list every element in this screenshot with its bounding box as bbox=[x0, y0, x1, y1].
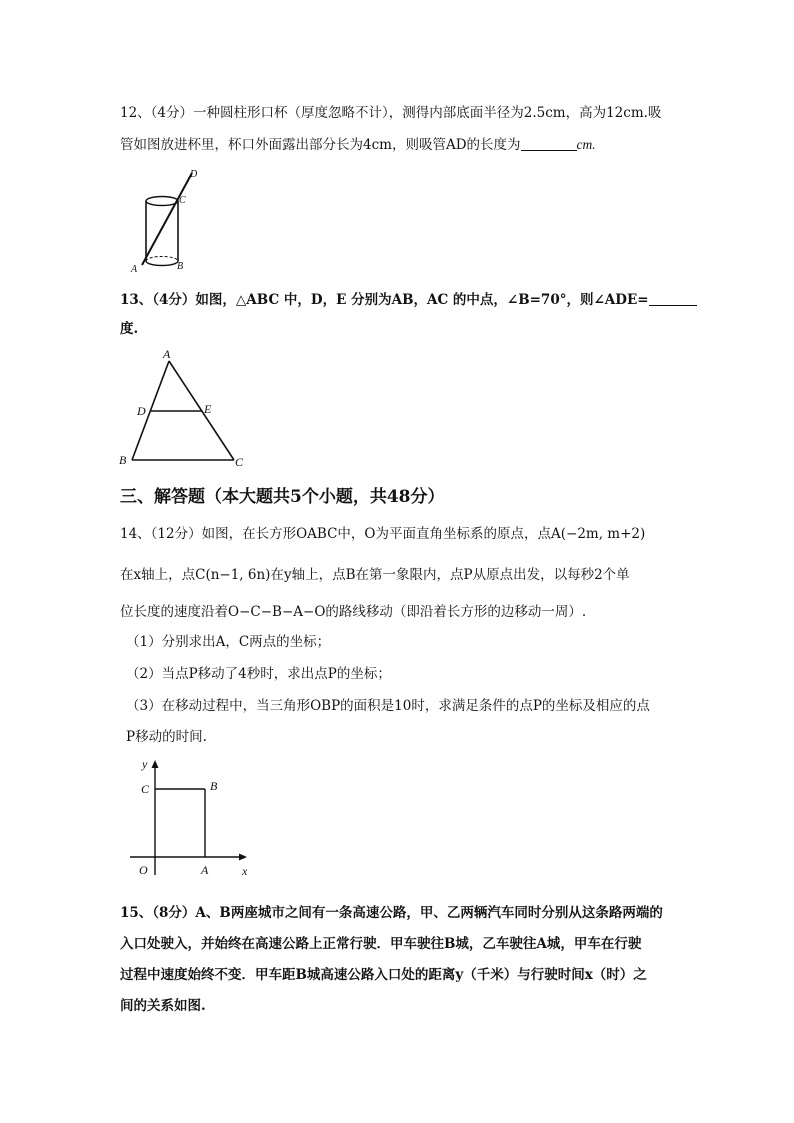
q13-line2: 度. bbox=[120, 321, 139, 337]
q12-label-a: A bbox=[131, 264, 138, 275]
q12-line2-text: 管如图放进杯里，杯口外面露出部分长为4cm，则吸管AD的长度为 bbox=[120, 137, 521, 153]
q14-subquestion-2: （2）当点P移动了4秒时，求出点P的坐标； bbox=[126, 666, 391, 682]
q12-line1: 12、（4分）一种圆柱形口杯（厚度忽略不计），测得内部底面半径为2.5cm，高为12cm.吸 bbox=[120, 105, 662, 121]
section-three-heading: 三、解答题（本大题共5个小题，共48分） bbox=[120, 487, 445, 507]
q15-line1: 15、（8分）A、B两座城市之间有一条高速公路，甲、乙两辆汽车同时分别从这条路两端的 bbox=[120, 905, 663, 921]
q12-line2-unit: cm. bbox=[576, 137, 596, 152]
cylinder-bottom-front bbox=[146, 261, 178, 266]
q14-subquestion-3-cont: P移动的时间. bbox=[126, 729, 207, 745]
q13-label-e: E bbox=[204, 402, 212, 416]
q14-subquestion-3: （3）在移动过程中，当三角形OBP的面积是10时，求满足条件的点P的坐标及相应的点 bbox=[126, 698, 650, 714]
y-axis-arrow bbox=[152, 760, 159, 768]
q13-triangle-figure bbox=[115, 345, 255, 475]
q12-label-c: C bbox=[179, 195, 186, 206]
q13-line1 bbox=[120, 290, 697, 310]
q14-coordinate-figure bbox=[125, 750, 265, 880]
q13-label-b: B bbox=[119, 453, 127, 467]
q14-label-c: C bbox=[141, 782, 150, 796]
q14-label-b: B bbox=[210, 779, 218, 793]
cylinder-bottom-back bbox=[146, 257, 178, 262]
q14-line1: 14、（12分）如图，在长方形OABC中，O为平面直角坐标系的原点，点A(−2m, m+2) bbox=[120, 526, 646, 542]
q14-line3: 位长度的速度沿着O−C−B−A−O的路线移动（即沿着长方形的边移动一周）. bbox=[120, 604, 587, 620]
q13-answer-blank bbox=[649, 291, 697, 306]
q13-label-a: A bbox=[163, 347, 171, 361]
q14-label-o: O bbox=[139, 863, 148, 877]
q12-line2 bbox=[120, 135, 596, 155]
q13-line1-text: 13、（4分）如图，△ABC 中，D，E 分别为AB，AC 的中点，∠B=70°，则∠ADE= bbox=[120, 292, 649, 308]
cylinder-top-ellipse bbox=[146, 197, 178, 206]
q14-label-y: y bbox=[142, 757, 148, 771]
q14-label-a: A bbox=[201, 863, 209, 877]
q15-line2: 入口处驶入，并始终在高速公路上正常行驶．甲车驶往B城，乙车驶往A城，甲车在行驶 bbox=[120, 936, 642, 952]
q12-answer-blank bbox=[521, 136, 577, 151]
q15-line3: 过程中速度始终不变．甲车距B城高速公路入口处的距离y（千米）与行驶时间x（时）之 bbox=[120, 967, 647, 983]
q15-line4: 间的关系如图. bbox=[120, 998, 206, 1014]
q14-subquestion-1: （1）分别求出A，C两点的坐标； bbox=[126, 634, 331, 650]
straw-line bbox=[142, 173, 192, 265]
q13-label-c: C bbox=[235, 455, 244, 469]
q14-line2: 在x轴上，点C(n−1, 6n)在y轴上，点B在第一象限内，点P从原点出发，以每秒2个单 bbox=[120, 567, 630, 583]
q13-label-d: D bbox=[137, 404, 146, 418]
q12-label-d: D bbox=[190, 169, 198, 180]
q14-label-x: x bbox=[242, 864, 248, 878]
q12-cylinder-figure bbox=[128, 165, 208, 275]
q12-label-b: B bbox=[177, 261, 184, 272]
x-axis-arrow bbox=[239, 854, 247, 861]
